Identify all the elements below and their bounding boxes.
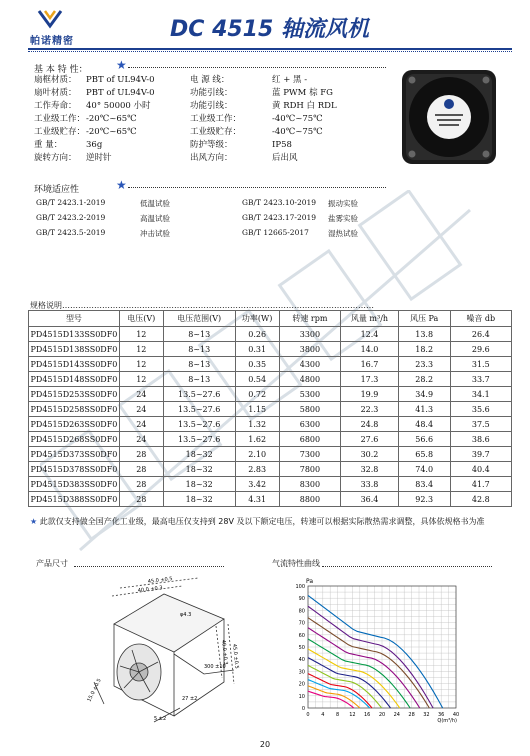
star-icon: ★ — [30, 517, 40, 526]
table-cell: 37.5 — [450, 417, 511, 432]
y-tick-label: 70 — [298, 620, 305, 627]
table-cell: 3800 — [279, 342, 341, 357]
table-cell: 27.6 — [341, 432, 399, 447]
table-cell: 40.4 — [450, 462, 511, 477]
table-cell: 42.8 — [450, 492, 511, 507]
table-cell: 13.5~27.6 — [163, 387, 235, 402]
table-header-cell: 转速 rpm — [279, 311, 341, 327]
y-tick-label: 0 — [301, 706, 305, 712]
table-cell: 4300 — [279, 357, 341, 372]
env-standard: GB/T 2423.5-2019 — [36, 228, 106, 237]
table-cell: 22.3 — [341, 402, 399, 417]
spec-note: ★ 此款仅支持做全国产化工业级，最高电压仅支持到 28V 及以下额定电压，转速可以根据实际散热需求调整，具体依规格书为准 — [30, 517, 485, 526]
table-cell: PD4515D383SS0DF0 — [29, 477, 120, 492]
table-cell: 18~32 — [163, 477, 235, 492]
table-header-cell: 电压范围(V) — [163, 311, 235, 327]
table-cell: 38.6 — [450, 432, 511, 447]
env-test-name: 冲击试验 — [140, 229, 170, 238]
star-icon: ★ — [116, 58, 127, 72]
y-tick-label: 20 — [298, 681, 305, 688]
table-cell: 32.8 — [341, 462, 399, 477]
table-cell: 28 — [119, 492, 163, 507]
spec-label: 工业级贮存： — [34, 127, 86, 137]
table-cell: 13.5~27.6 — [163, 417, 235, 432]
table-cell: 8300 — [279, 477, 341, 492]
table-cell: 0.35 — [235, 357, 279, 372]
spec-label: 功能引线： — [190, 101, 233, 111]
spec-value: 36g — [86, 140, 103, 150]
spec-label: 防护等级： — [190, 140, 233, 150]
header-dotted-rule — [28, 51, 512, 52]
table-cell: PD4515D388SS0DF0 — [29, 492, 120, 507]
spec-label: 电 源 线： — [190, 75, 230, 85]
spec-label: 工作寿命： — [34, 101, 77, 111]
env-test-name: 湿热试验 — [328, 229, 358, 238]
env-section-title: 环境适应性 — [34, 185, 80, 195]
y-tick-label: 80 — [298, 608, 305, 615]
y-tick-label: 10 — [298, 693, 305, 700]
env-test-name: 振动实验 — [328, 199, 358, 208]
table-cell: 28 — [119, 462, 163, 477]
x-tick-label: 40 — [452, 712, 460, 718]
dim-label: 27 ±2 — [182, 696, 198, 702]
table-header-cell: 电压(V) — [119, 311, 163, 327]
env-test-name: 高温试验 — [140, 214, 170, 223]
y-tick-label: 30 — [298, 669, 305, 676]
env-standard: GB/T 2423.2-2019 — [36, 213, 106, 222]
brand-logo-icon — [36, 8, 64, 30]
y-axis-unit: Pa — [306, 578, 314, 585]
table-cell: 65.8 — [398, 447, 450, 462]
table-header-cell: 风压 Pa — [398, 311, 450, 327]
table-cell: 3300 — [279, 327, 341, 342]
table-cell: 8~13 — [163, 327, 235, 342]
table-cell: PD4515D148SS0DF0 — [29, 372, 120, 387]
table-row — [29, 447, 512, 462]
table-row — [29, 372, 512, 387]
table-cell: 30.2 — [341, 447, 399, 462]
env-standard: GB/T 2423.17-2019 — [242, 213, 317, 222]
spec-value: 后出风 — [272, 153, 298, 163]
table-cell: 4800 — [279, 372, 341, 387]
table-cell: 24 — [119, 417, 163, 432]
table-cell: PD4515D138SS0DF0 — [29, 342, 120, 357]
table-cell: 23.3 — [398, 357, 450, 372]
table-cell: PD4515D373SS0DF0 — [29, 447, 120, 462]
table-row — [29, 357, 512, 372]
spec-value: -40℃~75℃ — [272, 114, 323, 124]
y-tick-label: 40 — [298, 657, 305, 664]
table-cell: 2.83 — [235, 462, 279, 477]
table-cell: PD4515D133SS0DF0 — [29, 327, 120, 342]
x-tick-label: 4 — [321, 712, 325, 718]
table-cell: 35.6 — [450, 402, 511, 417]
table-cell: 56.6 — [398, 432, 450, 447]
table-cell: 1.62 — [235, 432, 279, 447]
table-cell: 5300 — [279, 387, 341, 402]
table-cell: 24 — [119, 402, 163, 417]
table-cell: 12 — [119, 372, 163, 387]
spec-value: -20℃~65℃ — [86, 127, 137, 137]
table-cell: 24 — [119, 387, 163, 402]
dimension-drawing — [84, 574, 244, 724]
table-cell: 24 — [119, 432, 163, 447]
dim-label: 45.0 ±0.5 — [231, 643, 240, 669]
table-cell: 74.0 — [398, 462, 450, 477]
table-cell: 33.8 — [341, 477, 399, 492]
table-row — [29, 492, 512, 507]
section-divider — [322, 566, 492, 567]
table-cell: 12 — [119, 342, 163, 357]
brand-name: 帕诺精密 — [30, 36, 74, 47]
pq-curve — [308, 674, 372, 708]
spec-label: 工业级工作： — [190, 114, 242, 124]
spec-label: 功能引线： — [190, 88, 233, 98]
table-cell: 24.8 — [341, 417, 399, 432]
table-cell: 39.7 — [450, 447, 511, 462]
x-tick-label: 24 — [393, 712, 400, 718]
y-tick-label: 50 — [298, 645, 305, 651]
x-tick-label: 28 — [408, 712, 415, 718]
table-cell: 29.6 — [450, 342, 511, 357]
spec-label: 扇框材质： — [34, 75, 77, 85]
table-cell: 3.42 — [235, 477, 279, 492]
x-tick-label: 0 — [306, 712, 310, 718]
table-cell: PD4515D258SS0DF0 — [29, 402, 120, 417]
table-header-cell: 风量 m³/h — [341, 311, 399, 327]
table-row — [29, 432, 512, 447]
table-section-title: 规格说明……………………………………………………………………………………………………… — [30, 301, 374, 310]
table-cell: 83.4 — [398, 477, 450, 492]
table-header-cell: 噪音 db — [450, 311, 511, 327]
header-rule — [28, 48, 512, 50]
table-cell: 0.54 — [235, 372, 279, 387]
curve-section-title: 气流特性曲线 — [272, 559, 320, 568]
table-cell: 6300 — [279, 417, 341, 432]
x-tick-label: 20 — [378, 712, 386, 718]
table-row — [29, 327, 512, 342]
spec-value: 黄 RDH 白 RDL — [272, 101, 337, 111]
table-cell: 34.1 — [450, 387, 511, 402]
spec-value: 逆时针 — [86, 153, 112, 163]
table-cell: 0.72 — [235, 387, 279, 402]
page-number: 20 — [259, 740, 271, 749]
spec-label: 扇叶材质： — [34, 88, 77, 98]
spec-value: 蓝 PWM 棕 FG — [272, 88, 333, 98]
env-test-name: 盐雾实验 — [328, 214, 358, 223]
table-cell: 8~13 — [163, 372, 235, 387]
env-standard: GB/T 2423.1-2019 — [36, 198, 106, 207]
spec-label: 旋转方向： — [34, 153, 77, 163]
x-tick-label: 32 — [423, 712, 430, 718]
spec-value: -20℃~65℃ — [86, 114, 137, 124]
y-tick-label: 60 — [298, 632, 305, 639]
table-cell: 26.4 — [450, 327, 511, 342]
table-header-row — [29, 311, 512, 327]
table-row — [29, 462, 512, 477]
dim-label: 15.0 ±0.5 — [86, 677, 103, 703]
y-tick-label: 100 — [295, 584, 305, 590]
table-cell: 34.9 — [398, 387, 450, 402]
table-cell: 13.5~27.6 — [163, 402, 235, 417]
table-cell: 13.8 — [398, 327, 450, 342]
table-cell: 18.2 — [398, 342, 450, 357]
table-row — [29, 477, 512, 492]
section-divider — [128, 187, 386, 188]
section-divider — [128, 67, 386, 68]
x-tick-label: 8 — [336, 712, 340, 718]
table-cell: 28 — [119, 447, 163, 462]
table-row — [29, 417, 512, 432]
dim-label: 40.0 ±0.3 — [220, 639, 229, 665]
table-cell: 12 — [119, 327, 163, 342]
brand-logo — [14, 8, 90, 47]
dim-label: 300 ±10 — [204, 664, 226, 670]
table-row — [29, 387, 512, 402]
dim-label: 5 ±2 — [154, 716, 167, 722]
table-cell: 41.3 — [398, 402, 450, 417]
table-cell: 18~32 — [163, 462, 235, 477]
table-cell: 2.10 — [235, 447, 279, 462]
table-header-cell: 型号 — [29, 311, 120, 327]
table-cell: 28 — [119, 477, 163, 492]
table-cell: 18~32 — [163, 492, 235, 507]
spec-label: 重 量： — [34, 140, 63, 150]
table-cell: PD4515D143SS0DF0 — [29, 357, 120, 372]
spec-label: 工业级工作： — [34, 114, 86, 124]
page-title: DC 4515 轴流风机 — [170, 17, 369, 42]
table-cell: 0.26 — [235, 327, 279, 342]
spec-label: 工业级贮存： — [190, 127, 242, 137]
spec-value: IP58 — [272, 140, 292, 150]
table-cell: PD4515D268SS0DF0 — [29, 432, 120, 447]
table-cell: PD4515D378SS0DF0 — [29, 462, 120, 477]
table-cell: 16.7 — [341, 357, 399, 372]
table-cell: 12.4 — [341, 327, 399, 342]
table-cell: 8800 — [279, 492, 341, 507]
table-row — [29, 402, 512, 417]
table-cell: 14.0 — [341, 342, 399, 357]
x-tick-label: 16 — [364, 712, 371, 718]
env-test-name: 低温试验 — [140, 199, 170, 208]
dim-label: 45.0 ±0.5 — [147, 575, 173, 585]
spec-label: 出风方向： — [190, 153, 233, 163]
basic-section-title: 基 本 特 性： — [34, 65, 88, 75]
table-cell: 7300 — [279, 447, 341, 462]
star-icon: ★ — [116, 178, 127, 192]
spec-value: PBT of UL94V-0 — [86, 75, 155, 85]
fan-product-photo — [392, 62, 504, 174]
table-cell: PD4515D253SS0DF0 — [29, 387, 120, 402]
table-cell: 17.3 — [341, 372, 399, 387]
table-cell: 18~32 — [163, 447, 235, 462]
table-cell: 1.32 — [235, 417, 279, 432]
x-axis-unit: Q(m³/h) — [437, 718, 457, 724]
spec-value: 红 + 黑 - — [272, 75, 308, 85]
table-cell: PD4515D263SS0DF0 — [29, 417, 120, 432]
table-cell: 13.5~27.6 — [163, 432, 235, 447]
env-standard: GB/T 2423.10-2019 — [242, 198, 317, 207]
table-cell: 48.4 — [398, 417, 450, 432]
x-tick-label: 36 — [438, 712, 445, 718]
section-divider — [74, 566, 224, 567]
table-cell: 4.31 — [235, 492, 279, 507]
table-cell: 31.5 — [450, 357, 511, 372]
dim-label: φ4.3 — [180, 612, 192, 618]
table-cell: 19.9 — [341, 387, 399, 402]
spec-value: PBT of UL94V-0 — [86, 88, 155, 98]
table-cell: 1.15 — [235, 402, 279, 417]
spec-table — [28, 310, 512, 507]
table-cell: 8~13 — [163, 342, 235, 357]
y-tick-label: 90 — [298, 596, 305, 603]
table-cell: 92.3 — [398, 492, 450, 507]
table-cell: 6800 — [279, 432, 341, 447]
table-cell: 36.4 — [341, 492, 399, 507]
spec-value: 40° 50000 小时 — [86, 101, 151, 111]
table-cell: 7800 — [279, 462, 341, 477]
table-cell: 8~13 — [163, 357, 235, 372]
table-row — [29, 342, 512, 357]
airflow-curve-chart — [286, 574, 476, 724]
table-cell: 12 — [119, 357, 163, 372]
table-cell: 41.7 — [450, 477, 511, 492]
spec-value: -40℃~75℃ — [272, 127, 323, 137]
table-cell: 28.2 — [398, 372, 450, 387]
table-cell: 0.31 — [235, 342, 279, 357]
table-cell: 5800 — [279, 402, 341, 417]
dim-label: 40.0 ±0.3 — [137, 584, 163, 594]
x-tick-label: 12 — [349, 712, 356, 718]
env-standard: GB/T 12665-2017 — [242, 228, 309, 237]
table-cell: 33.7 — [450, 372, 511, 387]
table-header-cell: 功率(W) — [235, 311, 279, 327]
dims-section-title: 产品尺寸 — [36, 559, 68, 568]
